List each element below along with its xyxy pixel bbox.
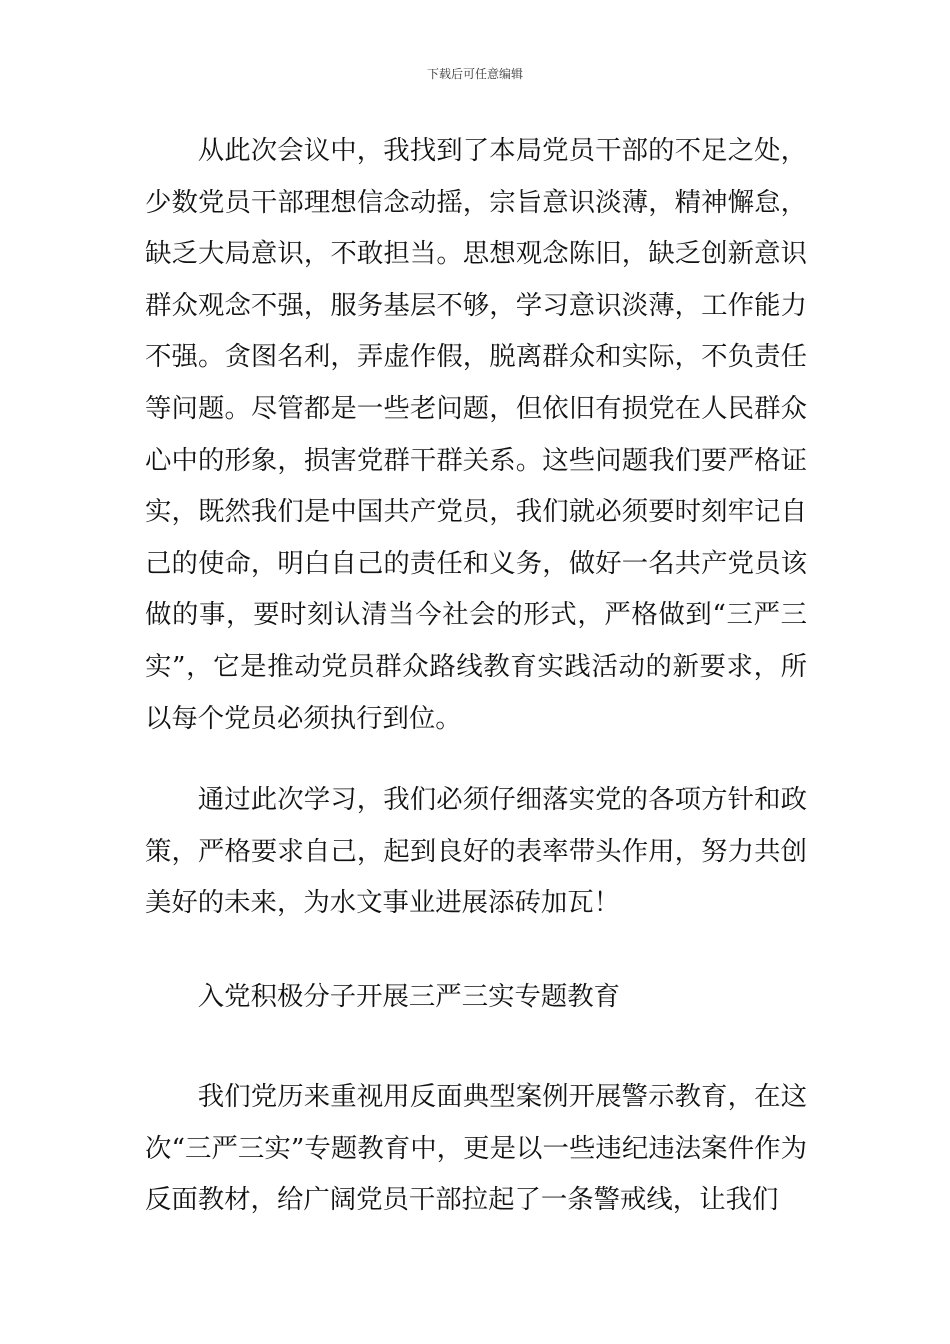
body-paragraph-3: 我们党历来重视用反面典型案例开展警示教育，在这次“三严三实”专题教育中，更是以一些违纪违法案件作为反面教材，给广阔党员干部拉起了一条警戒线，让我们 <box>145 1081 807 1216</box>
body-paragraph-2: 通过此次学习，我们必须仔细落实党的各项方针和政策，严格要求自己，起到良好的表率带头作用，努力共创美好的未来，为水文事业进展添砖加瓦！ <box>145 784 807 919</box>
body-paragraph-1: 从此次会议中，我找到了本局党员干部的不足之处，少数党员干部理想信念动摇，宗旨意识淡薄，精神懈怠，缺乏大局意识，不敢担当。思想观念陈旧，缺乏创新意识群众观念不强，服务基层不够，学习意识淡薄，工作能力不强。贪图名利，弄虚作假，脱离群众和实际，不负责任等问题。尽管都是一些老问题，但依旧有损党在人民群众心中的形象，损害党群干群关系。这些问题我们要严格证实，既然我们是中国共产党员，我们就必须要时刻牢记自己的使命，明白自己的责任和义务，做好一名共产党员该做的事，要时刻认清当今社会的形式，严格做到“三严三实”，它是推动党员群众路线教育实践活动的新要求，所以每个党员必须执行到位。 <box>145 135 807 734</box>
header-note: 下载后可任意编辑 <box>426 67 523 81</box>
section-heading: 入党积极分子开展三严三实专题教育 <box>197 981 621 1012</box>
